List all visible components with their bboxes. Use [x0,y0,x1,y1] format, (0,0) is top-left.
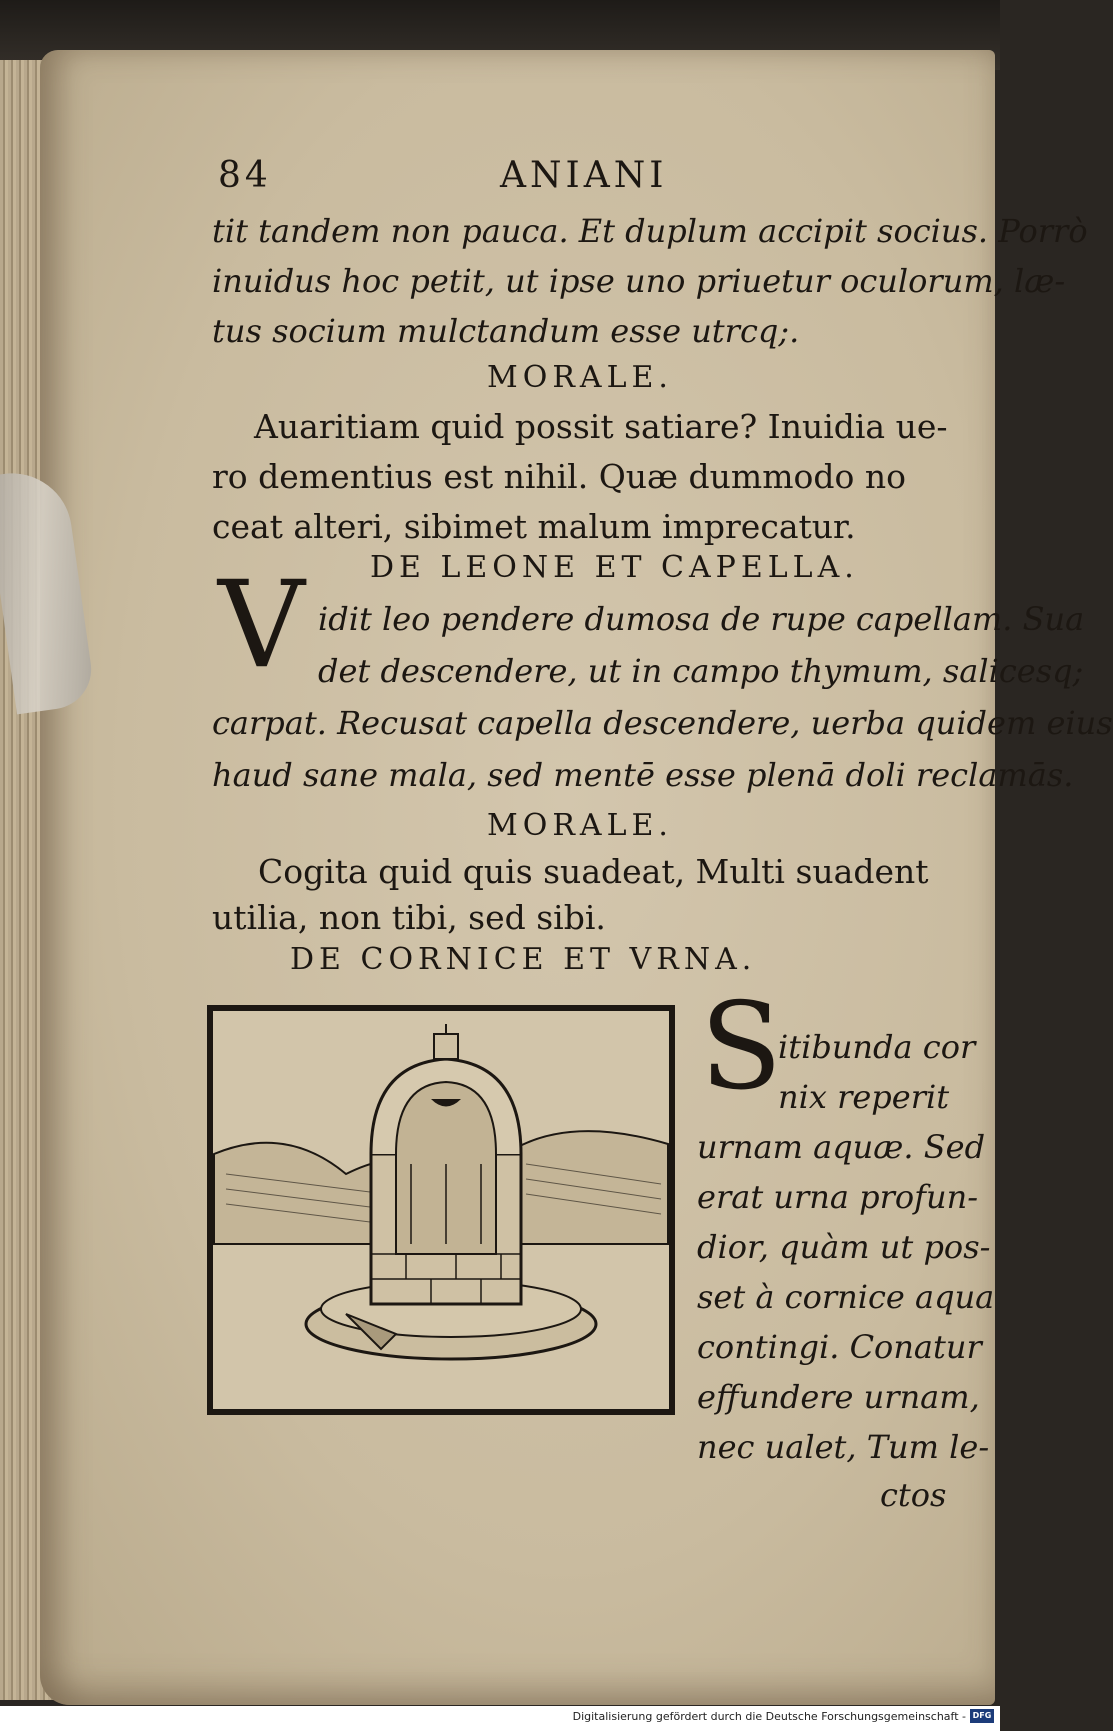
moral-line: ceat alteri, sibimet malum imprecatur. [212,507,856,546]
catchword: ctos [880,1476,947,1514]
text-line: nix reperit [778,1078,950,1116]
drop-capital: S [700,978,783,1117]
text-line: tus socium mulctandum esse utrcq;. [212,312,800,350]
text-line: dior, quàm ut pos- [697,1228,991,1266]
moral-line: ro dementius est nihil. Quæ dummodo no [212,457,906,496]
text-line: effundere urnam, [697,1378,980,1416]
moral-line: Auaritiam quid possit satiare? Inuidia ue- [254,407,948,446]
fable-title: DE CORNICE ET VRNA. [290,942,757,977]
running-title: ANIANI [500,155,668,196]
text-line: nec ualet, Tum le- [697,1428,990,1466]
text-line: contingi. Conatur [697,1328,982,1366]
text-line: erat urna profun- [697,1178,979,1216]
text-line: tit tandem non pauca. Et duplum accipit socius. Porrò [212,212,1088,250]
text-line: inuidus hoc petit, ut ipse uno priuetur oculorum, læ- [212,262,1066,300]
moral-heading: MORALE. [487,808,673,843]
text-line: urnam aquæ. Sed [697,1128,986,1166]
text-line: idit leo pendere dumosa de rupe capellam. Sua [318,600,1085,638]
text-line: det descendere, ut in campo thymum, salicesq; [318,652,1084,690]
moral-line: Cogita quid quis suadeat, Multi suadent [258,852,929,891]
dfg-logo: DFG [970,1709,994,1723]
moral-line: utilia, non tibi, sed sibi. [212,898,606,937]
moral-heading: MORALE. [487,360,673,395]
fable-title: DE LEONE ET CAPELLA. [370,550,859,585]
digitization-credit: Digitalisierung gefördert durch die Deutsche Forschungsgemeinschaft - [572,1710,966,1723]
woodcut-illustration [206,1004,676,1416]
text-line: itibunda cor [778,1028,976,1066]
text-line: carpat. Recusat capella descendere, uerba quidem eius [212,704,1113,742]
text-line: haud sane mala, sed mentē esse plenā doli reclamās. [212,756,1074,794]
drop-capital: V [218,556,305,695]
page-number: 84 [218,155,272,196]
text-line: set à cornice aqua [697,1278,995,1316]
